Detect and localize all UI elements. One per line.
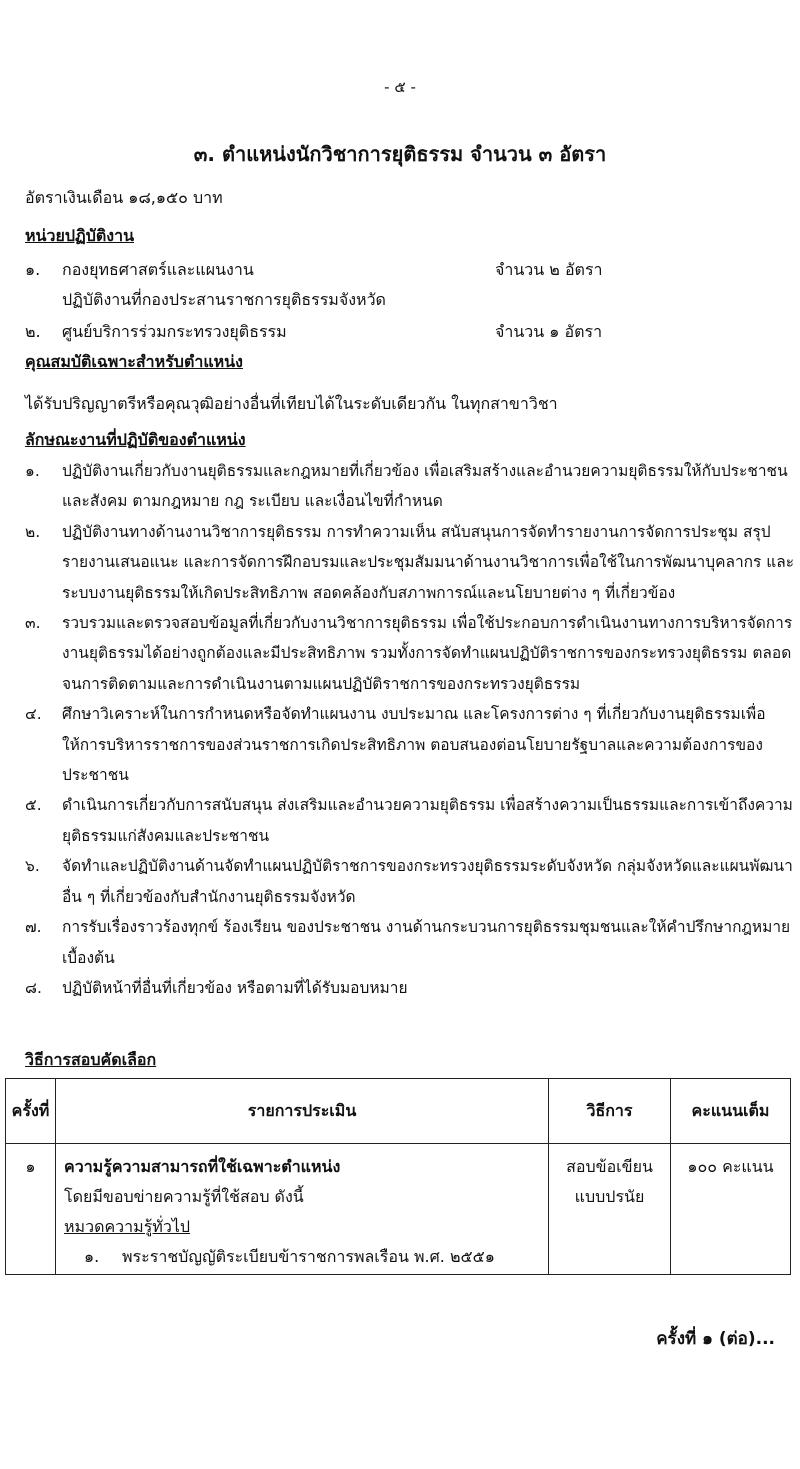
selection-heading: วิธีการสอบคัดเลือก bbox=[25, 1050, 157, 1069]
duty-number: ๘. bbox=[25, 978, 42, 997]
qualification-heading: คุณสมบัติเฉพาะสำหรับตำแหน่ง bbox=[25, 352, 243, 371]
duty-item bbox=[25, 973, 795, 1003]
duty-item bbox=[25, 456, 795, 517]
col-method: วิธีการ bbox=[549, 1079, 671, 1144]
unit-number: ๑. bbox=[25, 260, 41, 279]
item-title: ความรู้ความสามารถที่ใช้เฉพาะตำแหน่ง bbox=[64, 1157, 341, 1176]
duty-number: ๕. bbox=[25, 796, 42, 815]
duty-text: รวบรวมและตรวจสอบข้อมูลที่เกี่ยวกับงานวิชาการยุติธรรม เพื่อใช้ประกอบการดำเนินงานทางการบริหารจัดการงานยุติธรรมได้อย่างถูกต้องและมีประสิทธิภาพ รวมทั้งการจัดทำแผนปฏิบัติราชการของกระทรวงยุติธรรม ตลอดจนการติดตามและการดำเนินงานตามแผนปฏิบัติราชการของกระทรวงยุติธรรม bbox=[62, 614, 793, 693]
col-score: คะแนนเต็ม bbox=[671, 1079, 791, 1144]
selection-table bbox=[5, 1078, 791, 1275]
duty-item bbox=[25, 912, 795, 973]
unit-detail: ปฏิบัติงานที่กองประสานราชการยุติธรรมจังหวัด bbox=[62, 290, 386, 309]
duty-text: การรับเรื่องราวร้องทุกข์ ร้องเรียน ของประชาชน งานด้านกระบวนการยุติธรรมชุมชนและให้คำปรึกษากฎหมายเบื้องต้น bbox=[62, 918, 791, 967]
unit-name: ศูนย์บริการร่วมกระทรวงยุติธรรม bbox=[62, 322, 287, 341]
item-desc: โดยมีขอบข่ายความรู้ที่ใช้สอบ ดังนี้ bbox=[64, 1187, 304, 1206]
item-category: หมวดความรู้ทั่วไป bbox=[64, 1217, 191, 1236]
duty-item bbox=[25, 517, 795, 608]
table-row bbox=[6, 1144, 791, 1275]
unit-amount: จำนวน ๑ อัตรา bbox=[495, 322, 603, 341]
duty-number: ๑. bbox=[25, 462, 40, 480]
col-round: ครั้งที่ bbox=[6, 1079, 56, 1144]
duty-item bbox=[25, 790, 795, 851]
unit-number: ๒. bbox=[25, 322, 41, 341]
continued-note: ครั้งที่ ๑ (ต่อ)... bbox=[656, 1329, 775, 1349]
duty-text: ปฏิบัติงานทางด้านงานวิชาการยุติธรรม การทำความเห็น สนับสนุนการจัดทำรายงานการจัดการประชุม สรุปรายงานเสนอแนะ และการจัดการฝึกอบรมและประชุมสัมมนาด้านงานวิชาการเพื่อใช้ในการพัฒนาบุคลากร และระบบงานยุติธรรมให้เกิดประสิทธิภาพ สอดคล้องกับสภาพการณ์และนโยบายต่าง ๆ ที่เกี่ยวข้อง bbox=[62, 522, 795, 602]
duty-text: ดำเนินการเกี่ยวกับการสนับสนุน ส่งเสริมและอำนวยความยุติธรรม เพื่อสร้างความเป็นธรรมและการเข้าถึงความยุติธรรมแก่สังคมและประชาชน bbox=[62, 796, 793, 845]
table-header-row bbox=[6, 1079, 791, 1144]
page-title: ๓. ตำแหน่งนักวิชาการยุติธรรม จำนวน ๓ อัตรา bbox=[193, 142, 607, 166]
salary-text: อัตราเงินเดือน ๑๘,๑๕๐ บาท bbox=[25, 188, 223, 207]
item-sub bbox=[64, 1242, 540, 1272]
duty-text: ศึกษาวิเคราะห์ในการกำหนดหรือจัดทำแผนงาน งบประมาณ และโครงการต่าง ๆ ที่เกี่ยวกับงานยุติธรรมเพื่อให้การบริหารราชการของส่วนราชการเกิดประสิทธิภาพ ตอบสนองต่อนโยบายรัฐบาลและความต้องการของประชาชน bbox=[62, 705, 766, 785]
duty-number: ๗. bbox=[25, 918, 42, 937]
duty-item bbox=[25, 851, 795, 912]
duty-number: ๖. bbox=[25, 857, 40, 876]
duty-text: จัดทำและปฏิบัติงานด้านจัดทำแผนปฏิบัติราชการของกระทรวงยุติธรรมระดับจังหวัด กลุ่มจังหวัดและแผนพัฒนาอื่น ๆ ที่เกี่ยวข้องกับสำนักงานยุติธรรมจังหวัด bbox=[62, 857, 793, 906]
duty-text: ปฏิบัติหน้าที่อื่นที่เกี่ยวข้อง หรือตามที่ได้รับมอบหมาย bbox=[62, 978, 408, 997]
unit-amount: จำนวน ๒ อัตรา bbox=[495, 260, 603, 279]
method-cell: สอบข้อเขียนแบบปรนัย bbox=[549, 1144, 671, 1275]
duties-list bbox=[25, 456, 795, 1003]
sub-text: พระราชบัญญัติระเบียบข้าราชการพลเรือน พ.ศ. ๒๕๕๑ bbox=[122, 1247, 495, 1266]
duties-heading: ลักษณะงานที่ปฏิบัติของตำแหน่ง bbox=[25, 430, 246, 449]
item-cell bbox=[56, 1144, 549, 1275]
duty-item bbox=[25, 699, 795, 790]
duty-number: ๔. bbox=[25, 705, 42, 724]
duty-number: ๒. bbox=[25, 522, 41, 541]
unit-name: กองยุทธศาสตร์และแผนงาน bbox=[62, 260, 254, 279]
page-number: - ๕ - bbox=[384, 78, 416, 96]
units-heading: หน่วยปฏิบัติงาน bbox=[25, 226, 135, 245]
duty-item bbox=[25, 608, 795, 699]
col-item: รายการประเมิน bbox=[56, 1079, 549, 1144]
duty-number: ๓. bbox=[25, 614, 41, 633]
duty-text: ปฏิบัติงานเกี่ยวกับงานยุติธรรมและกฎหมายที่เกี่ยวข้อง เพื่อเสริมสร้างและอำนวยความยุติธรรมให้กับประชาชนและสังคม ตามกฎหมาย กฎ ระเบียบ และเงื่อนไขที่กำหนด bbox=[62, 462, 788, 511]
sub-number: ๑. bbox=[84, 1247, 100, 1266]
score-cell: ๑๐๐ คะแนน bbox=[671, 1144, 791, 1275]
qualification-text: ได้รับปริญญาตรีหรือคุณวุฒิอย่างอื่นที่เทียบได้ในระดับเดียวกัน ในทุกสาขาวิชา bbox=[25, 394, 558, 413]
round-cell: ๑ bbox=[6, 1144, 56, 1275]
